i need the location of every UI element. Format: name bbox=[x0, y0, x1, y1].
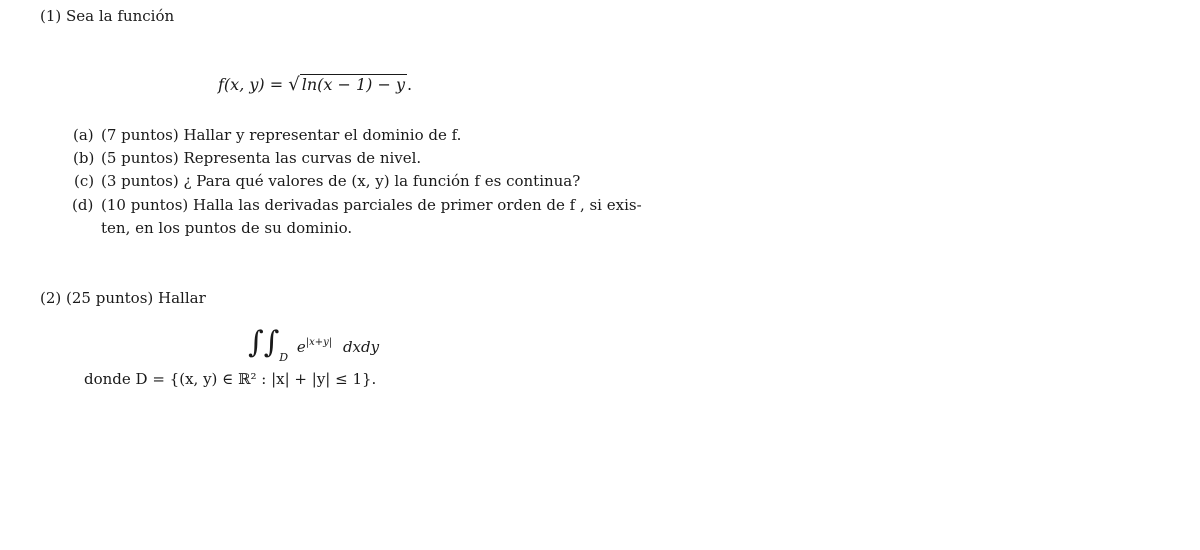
function-equation bbox=[218, 76, 412, 94]
item-b-tag: (b) bbox=[73, 149, 95, 167]
item-c-tag: (c) bbox=[74, 172, 95, 190]
item-c-text: (3 puntos) ¿ Para qué valores de (x, y) la función f es continua? bbox=[101, 172, 581, 190]
domain-definition: donde D = {(x, y) ∈ ℝ² : |x| + |y| ≤ 1}. bbox=[84, 370, 377, 388]
problem-1-heading: (1) Sea la función bbox=[40, 7, 175, 25]
differential: dxdy bbox=[342, 338, 380, 356]
item-d-tag: (d) bbox=[72, 196, 94, 214]
item-d-text: (10 puntos) Halla las derivadas parciales de primer orden de f , si exis- bbox=[101, 196, 642, 214]
integrand-exponent: |x+y| bbox=[305, 337, 333, 348]
item-a-text: (7 puntos) Hallar y representar el dominio de f. bbox=[101, 126, 462, 144]
square-root bbox=[288, 76, 407, 94]
double-integral bbox=[248, 325, 380, 364]
integrand-base: e bbox=[296, 338, 306, 356]
problem-2-heading: (2) (25 puntos) Hallar bbox=[40, 289, 206, 307]
item-a-tag: (a) bbox=[73, 126, 94, 144]
integral-domain: D bbox=[279, 351, 289, 364]
item-d-continuation: ten, en los puntos de su dominio. bbox=[101, 219, 353, 237]
equation-lhs: f(x, y) = bbox=[218, 75, 284, 94]
sqrt-sign-icon: √ bbox=[288, 74, 300, 95]
equation-radicand: ln(x − 1) − y bbox=[301, 75, 406, 94]
equation-end: . bbox=[407, 75, 413, 94]
item-b-text: (5 puntos) Representa las curvas de nivel. bbox=[101, 149, 422, 167]
integral-sign-icon: ∫∫ bbox=[248, 325, 280, 360]
